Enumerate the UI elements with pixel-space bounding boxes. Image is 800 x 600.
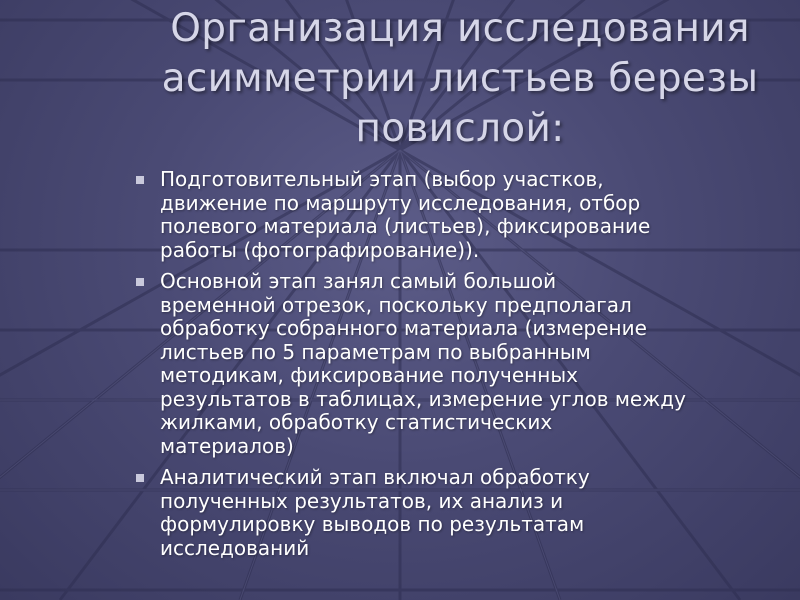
bullet-text-line: полевого материала (листьев), фиксирование	[160, 214, 651, 238]
bullet-text-line: жилками, обработку статистических	[160, 410, 553, 434]
square-bullet-icon	[136, 176, 144, 184]
title-line: повислой:	[355, 106, 565, 151]
bullet-text-line: листьев по 5 параметрам по выбранным	[160, 339, 591, 364]
bullet-text-line: Аналитический этап включал обработку	[160, 465, 590, 489]
title-line: асимметрии листьев березы	[161, 56, 759, 101]
bullet-text-line: движение по маршруту исследования, отбор	[160, 190, 641, 215]
bullet-text-line: обработку собранного материала (измерение	[160, 316, 647, 340]
bullet-text-line: полученных результатов, их анализ и	[160, 488, 564, 513]
bullet-text-line: временной отрезок, поскольку предполагал	[160, 292, 632, 317]
bullet-text-line: Основной этап занял самый большой	[160, 269, 557, 293]
square-bullet-icon	[136, 278, 144, 286]
bullet-item-analytical-stage	[130, 466, 790, 560]
bullet-text-line: работы (фотографирование)).	[160, 237, 480, 262]
bullet-text-line: методикам, фиксирование полученных	[160, 363, 578, 387]
slide-title	[120, 4, 800, 154]
bullet-text-line: исследований	[160, 535, 310, 560]
bullet-list	[130, 168, 790, 568]
bullet-item-preparatory-stage	[130, 168, 790, 262]
title-line: Организация исследования	[170, 6, 750, 51]
bullet-text-line: формулировку выводов по результатам	[160, 512, 585, 536]
bullet-text-line: Подготовительный этап (выбор участков,	[160, 167, 604, 191]
bullet-text-line: результатов в таблицах, измерение углов между	[160, 386, 686, 411]
square-bullet-icon	[136, 474, 144, 482]
bullet-text-line: материалов)	[160, 433, 294, 458]
bullet-item-main-stage	[130, 270, 790, 458]
